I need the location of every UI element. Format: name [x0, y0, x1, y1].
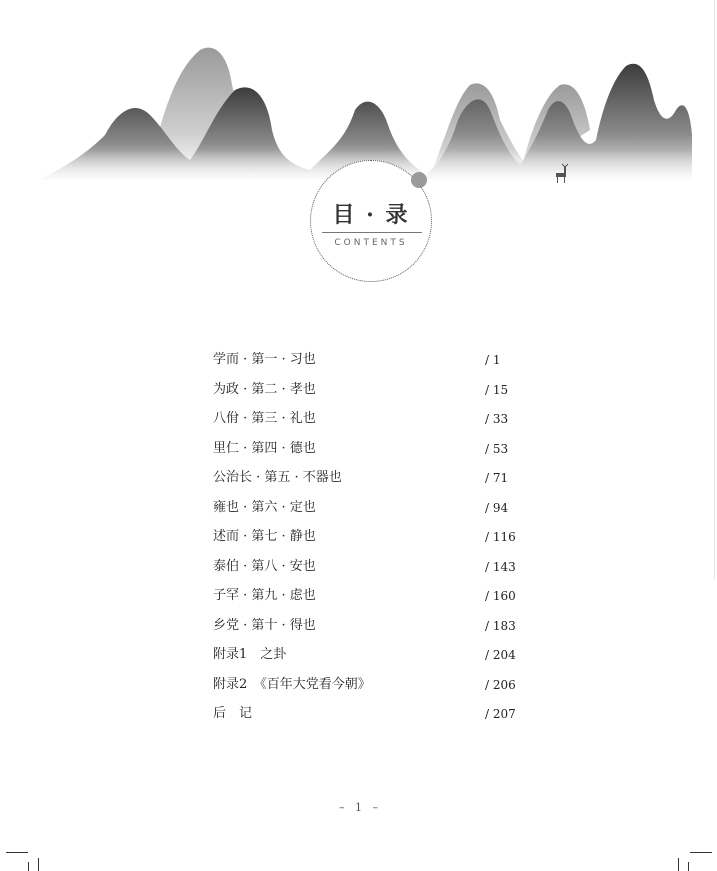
toc-entry[interactable] [213, 616, 533, 646]
toc-entry-page: / 183 [485, 618, 516, 633]
toc-entry-page: / 15 [485, 382, 509, 397]
page-title: 目 · 录 [332, 202, 410, 228]
toc-entry[interactable] [213, 439, 533, 469]
toc-entry[interactable] [213, 350, 533, 380]
toc-entry-title: 乡党 · 第十 · 得也 [213, 617, 316, 633]
toc-entry-title: 为政 · 第二 · 孝也 [213, 381, 316, 397]
toc-entry[interactable] [213, 527, 533, 557]
toc-entry[interactable] [213, 675, 533, 705]
crop-mark-left-horizontal [6, 852, 28, 853]
toc-entry-title: 述而 · 第七 · 静也 [213, 529, 316, 544]
toc-entry-page: / 143 [485, 559, 516, 574]
toc-entry-page: / 207 [485, 707, 516, 721]
toc-entry-page: / 33 [485, 412, 509, 426]
crop-mark-right-vertical-2 [678, 858, 679, 871]
toc-entry-title: 公治长 · 第五 · 不器也 [213, 470, 342, 485]
toc-entry-page: / 53 [485, 441, 509, 456]
toc-entry-title: 子罕 · 第九 · 虑也 [213, 588, 316, 603]
toc-entry-page: / 1 [485, 353, 501, 367]
toc-entry[interactable] [213, 645, 533, 675]
toc-entry-title: 附录2 《百年大党看今朝》 [213, 676, 371, 692]
toc-entry[interactable] [213, 380, 533, 410]
toc-entry[interactable] [213, 557, 533, 587]
crop-mark-left-vertical [28, 862, 29, 871]
toc-entry[interactable] [213, 468, 533, 498]
toc-entry[interactable] [213, 409, 533, 439]
toc-entry-page: / 204 [485, 648, 516, 662]
page-edge-line [714, 0, 715, 580]
table-of-contents [213, 350, 533, 734]
toc-entry-page: / 71 [485, 471, 509, 485]
toc-entry-page: / 116 [485, 530, 516, 544]
page-subtitle: CONTENTS [334, 238, 408, 248]
toc-entry-title: 雍也 · 第六 · 定也 [213, 499, 316, 515]
crop-mark-right-vertical [688, 862, 689, 871]
toc-entry[interactable] [213, 704, 533, 734]
toc-entry-title: 八佾 · 第三 · 礼也 [213, 411, 316, 426]
crop-mark-right-horizontal [690, 852, 712, 853]
toc-entry-title: 泰伯 · 第八 · 安也 [213, 558, 316, 574]
title-divider [322, 232, 422, 233]
toc-entry-page: / 206 [485, 677, 516, 692]
page-number: – 1 – [339, 801, 378, 814]
toc-entry-page: / 94 [485, 500, 509, 515]
crop-mark-left-vertical-2 [38, 858, 39, 871]
toc-entry-title: 里仁 · 第四 · 德也 [213, 440, 316, 456]
toc-entry-title: 附录1 之卦 [213, 647, 287, 662]
toc-entry-title: 后 记 [213, 706, 253, 721]
toc-entry-page: / 160 [485, 589, 516, 603]
toc-entry[interactable] [213, 586, 533, 616]
decorative-dot [411, 172, 427, 188]
toc-entry-title: 学而 · 第一 · 习也 [213, 352, 316, 367]
toc-entry[interactable] [213, 498, 533, 528]
